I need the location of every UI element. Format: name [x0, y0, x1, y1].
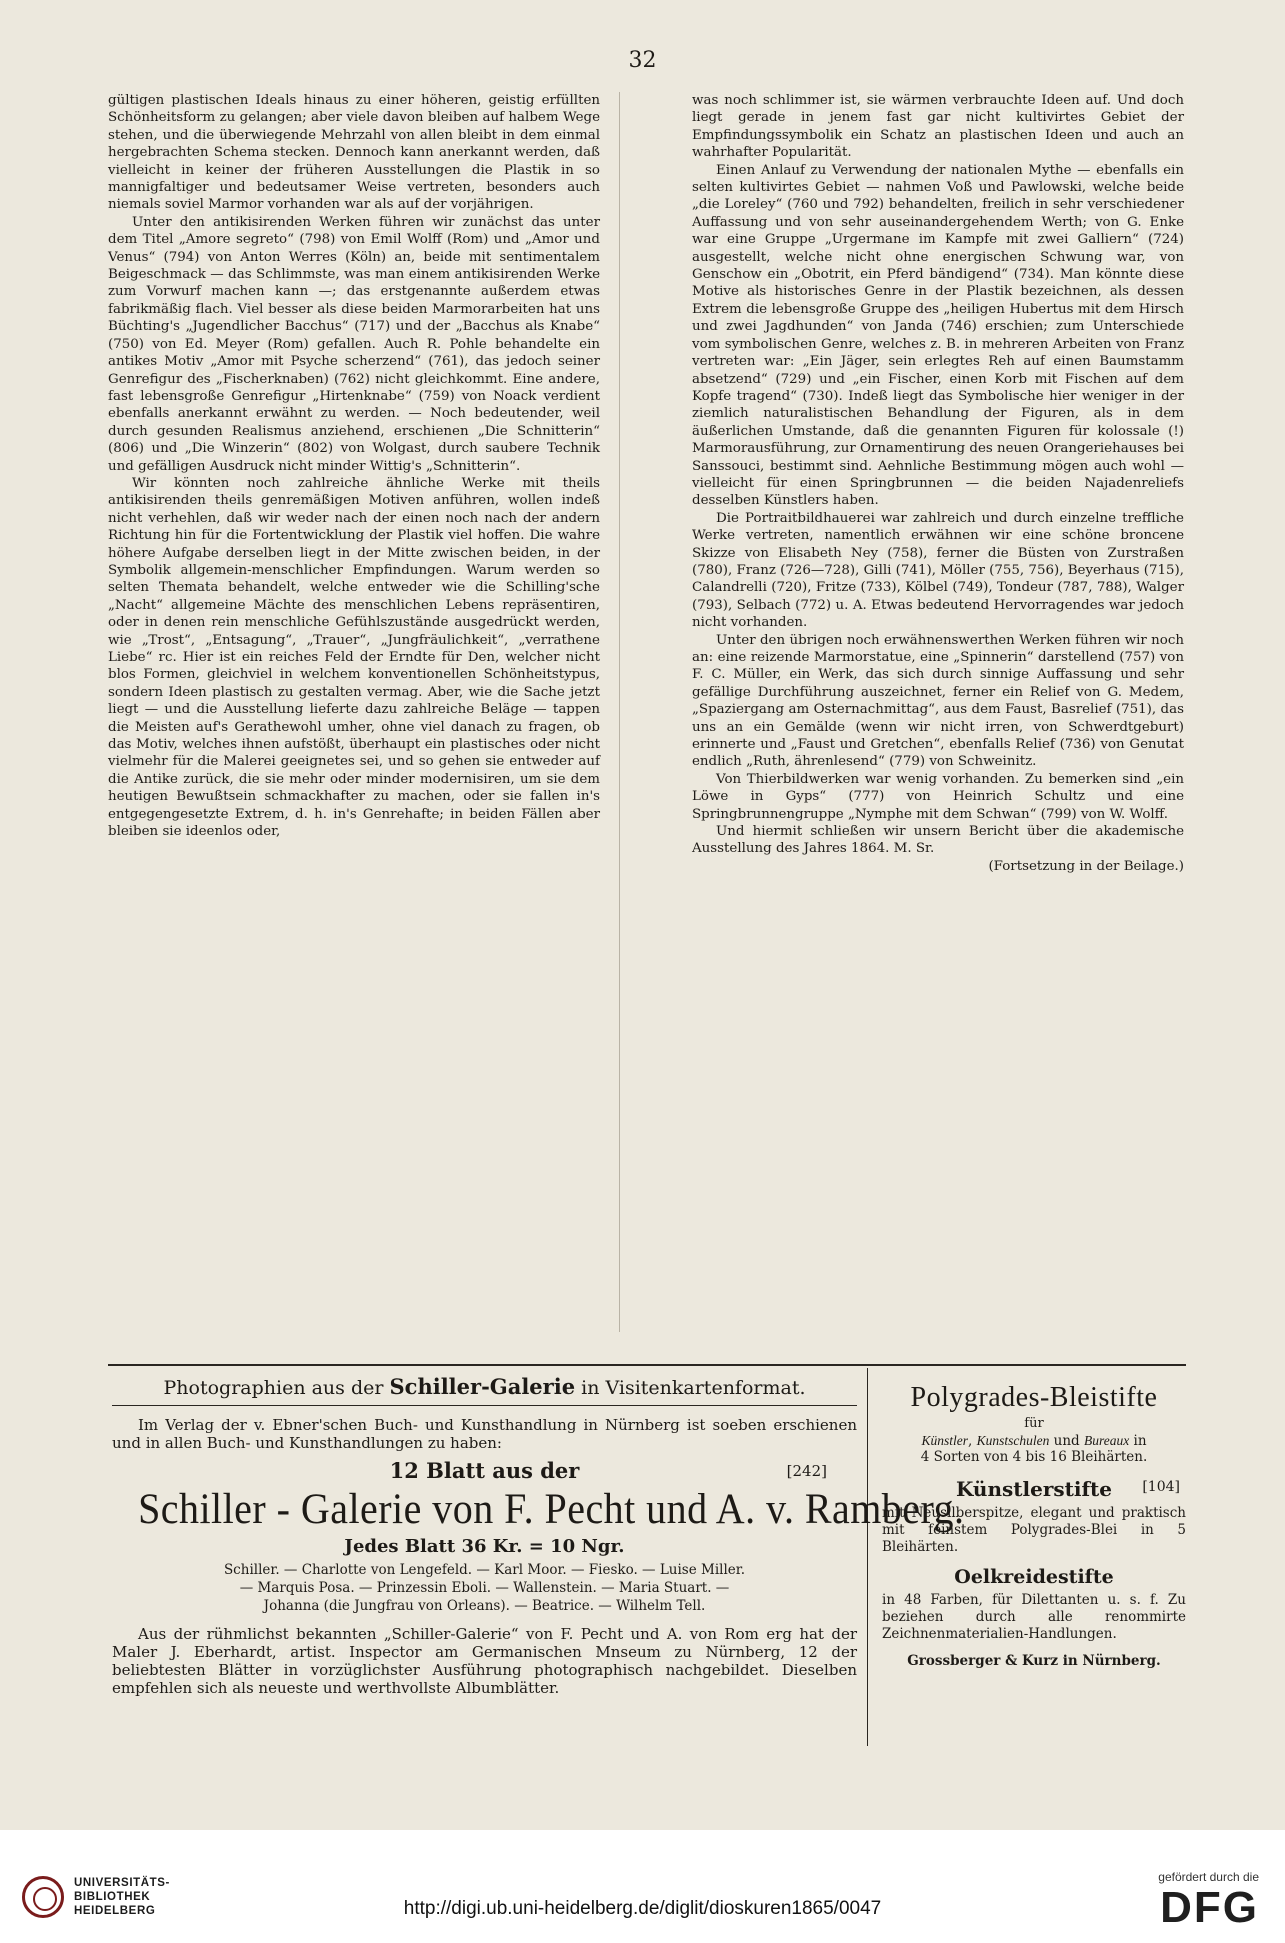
- closing-paragraph: Und hiermit schließen wir unsern Bericht über die akademische Ausstellung des Jahres 1864. M. Sr.: [692, 824, 1184, 857]
- ad-heading-suffix: in Visitenkartenformat.: [581, 1377, 806, 1399]
- ad-reference: [104]: [1142, 1479, 1180, 1495]
- paragraph: Die Portraitbildhauerei war zahlreich und durch einzelne treffliche Werke vertreten, namentlich erwähnen wir eine schöne broncene Skizze von Elisabeth Ney (758), ferner die Büsten von Zurstraßen (780), Franz (726—728), Gilli (741), Möller (755, 756), Beyerhaus (715), Calandrelli (720), Fritze (733), Kölbel (749), Tondeur (787, 788), Walger (793), Selbach (772) u. A. Etwas bedeutend Hervorragendes war jedoch nicht vorhanden.: [692, 510, 1184, 631]
- ad-audience: Künstler, Kunstschulen und Bureaux in: [921, 1433, 1147, 1449]
- ad-kuenstlerstifte: Künstlerstifte: [955, 1477, 1113, 1501]
- right-text-column: [692, 92, 1184, 1354]
- digitization-footer: [0, 1830, 1285, 1943]
- dfg-logo: [1099, 1870, 1259, 1932]
- ad-titles: [112, 1561, 857, 1615]
- ad-kuenstlerstifte-description: mit Neusilberspitze, elegant und praktisch mit feinstem Polygrades-Blei in 5 Bleihärten.: [882, 1505, 1186, 1555]
- ad-heading-bold: Schiller-Galerie: [389, 1374, 576, 1399]
- ad-audience-bureaux: Bureaux: [1083, 1433, 1130, 1448]
- paragraph: Unter den übrigen noch erwähnenswerthen Werken führen wir noch an: eine reizende Marmorstatue, eine „Spinnerin“ darstellend (757) von F. C. Müller, ein Werk, das sich durch sinnige Auffassung und sehr gefällige Durchführung auszeichnet, ferner ein Relief von G. Medem, „Spaziergang am Osternachmittag“, aus dem Faust, Basrelief (751), das uns an ein Gemälde (wenn wir nicht irren, von Schwerdtgeburt) erinnerte und „Faust und Gretchen“, ebenfalls Relief (736) von Genutat endlich „Ruth, ährenlesend“ (779) von Schweinitz.: [692, 632, 1184, 770]
- advertisement-rule: [108, 1364, 1186, 1366]
- left-text-column: [108, 92, 600, 1332]
- source-url[interactable]: http://digi.ub.uni-heidelberg.de/diglit/dioskuren1865/0047: [403, 1898, 882, 1919]
- ad-blatt: 12 Blatt aus der: [389, 1458, 580, 1483]
- ad-audience-in: in: [1133, 1433, 1147, 1449]
- library-name-line: HEIDELBERG: [74, 1905, 156, 1917]
- ad-intro: Im Verlag der v. Ebner'schen Buch- und Kunsthandlung in Nürnberg ist soeben erschienen und in allen Buch- und Kunsthandlungen zu haben:: [112, 1416, 857, 1452]
- column-divider: [619, 92, 620, 1332]
- ad-audience-artists: Künstler: [921, 1433, 968, 1448]
- ad-kuenstlerstifte-line: [882, 1477, 1186, 1501]
- ad-price: Jedes Blatt 36 Kr. = 10 Ngr.: [344, 1536, 625, 1557]
- ad-heading: [112, 1374, 857, 1406]
- ad-oelkreidestifte-description: in 48 Farben, für Dilettanten u. s. f. Zu beziehen durch alle renommirte Zeichnenmaterialien-Handlungen.: [882, 1592, 1186, 1642]
- funded-by-label: gefördert durch die: [1158, 1870, 1259, 1884]
- library-name-line: UNIVERSITÄTS-: [74, 1877, 170, 1889]
- ad-galerie-title: Schiller - Galerie von F. Pecht und A. v. Ramberg.: [138, 1486, 965, 1533]
- ad-description: Aus der rühmlichst bekannten „Schiller-Galerie“ von F. Pecht und A. von Rom erg hat der Maler J. Eberhardt, artist. Inspector am Germanischen Mnseum zu Nürnberg, 12 der beliebtesten Blätter in vorzüglichster Ausführung photographisch nachgebildet. Dieselben empfehlen sich als neueste und werthvollste Albumblätter.: [112, 1625, 857, 1697]
- polygrades-advertisement: [870, 1368, 1186, 1746]
- ad-brand: Polygrades-Bleistifte: [910, 1382, 1158, 1413]
- ad-titles-line: — Marquis Posa. — Prinzessin Eboli. — Wallenstein. — Maria Stuart. —: [239, 1580, 730, 1596]
- ad-sorts: 4 Sorten von 4 bis 16 Bleihärten.: [920, 1449, 1148, 1465]
- paragraph: Unter den antikisirenden Werken führen wir zunächst das unter dem Titel „Amore segreto“ (798) von Emil Wolff (Rom) und „Amor und Venus“ (794) von Anton Werres (Köln) an, beide mit sentimentalem Beigeschmack — das Schlimmste, was man einem antikisirenden Werke zum Vorwurf machen kann —; das erstgenannte außerdem etwas fabrikmäßig flach. Viel besser als diese beiden Marmorarbeiten hat uns Büchting's „Jugendlicher Bacchus“ (717) und der „Bacchus als Knabe“ (750) von Ed. Meyer (Rom) gefallen. Auch R. Pohle behandelte ein antikes Motiv „Amor mit Psyche scherzend“ (761), das jedoch seiner Genrefigur des „Fischerknaben) (762) nicht gleichkommt. Eine andere, fast lebensgroße Genrefigur „Hirtenknabe“ (759) von Noack verdient ebenfalls anerkannt erwähnt zu werden. — Noch bedeutender, weil durch gesunden Realismus anziehend, erschienen „Die Schnitterin“ (806) und „Die Winzerin“ (802) von Wolgast, durch saubere Technik und gefälligen Ausdruck nicht minder Wittig's „Schnitterin“.: [108, 214, 600, 474]
- ad-titles-line: Johanna (die Jungfrau von Orleans). — Beatrice. — Wilhelm Tell.: [263, 1598, 706, 1614]
- paragraph: gültigen plastischen Ideals hinaus zu einer höheren, geistig erfüllten Schönheitsform zu gelangen; aber viele davon bleiben auf halbem Wege stehen, und die überwiegende Mehrzahl von allen bleibt in dem einmal hergebrachten Schema stecken. Dennoch kann anerkannt werden, daß vielleicht in keiner der früheren Ausstellungen die Plastik in so mannigfaltiger und bedeutsamer Weise vertreten, besonders auch niemals soviel Marmor vorhanden war als auf der vorjährigen.: [108, 93, 600, 213]
- ad-company: Grossberger & Kurz in Nürnberg.: [907, 1653, 1161, 1669]
- ad-titles-line: Schiller. — Charlotte von Lengefeld. — Karl Moor. — Fiesko. — Luise Miller.: [223, 1562, 746, 1578]
- ad-heading-prefix: Photographien aus der: [163, 1377, 384, 1399]
- ad-blatt-line: [112, 1458, 857, 1483]
- paragraph: Von Thierbildwerken war wenig vorhanden. Zu bemerken sind „ein Löwe in Gyps“ (777) von Heinrich Schultz und eine Springbrunnengruppe „Nymphe mit dem Schwan“ (799) von W. Wolff.: [692, 771, 1184, 822]
- page-number: 32: [628, 48, 657, 73]
- ad-reference: [242]: [786, 1462, 827, 1480]
- ad-audience-and: und: [1053, 1433, 1080, 1449]
- library-name-line: BIBLIOTHEK: [74, 1891, 151, 1903]
- ad-audience-schools: Kunstschulen: [976, 1433, 1050, 1448]
- dfg-wordmark: DFG: [1160, 1883, 1259, 1932]
- paragraph: Einen Anlauf zu Verwendung der nationalen Mythe — ebenfalls ein selten kultivirtes Gebiet — nahmen Voß und Pawlowski, welche beide „die Loreley“ (760 und 792) behandelten, freilich in sehr verschiedener Auffassung und von sehr auseinandergehendem Werth; von G. Enke war eine Gruppe „Urgermane im Kampfe mit zwei Galliern“ (724) ausgestellt, welche nicht ohne energischen Schwung war, von Genschow ein „Obotrit, ein Pferd bändigend“ (734). Man könnte diese Motive als historisches Genre in der Plastik bezeichnen, als dessen Extrem die lebensgroße Gruppe des „heiligen Hubertus mit dem Hirsch und zwei Jagdhunden“ von Janda (746) erschien; zum Unterschiede vom symbolischen Genre, welches z. B. in mehreren Arbeiten von Franz vertreten war: „Ein Jäger, sein erlegtes Reh auf einen Baumstamm absetzend“ (729) und „ein Fischer, einen Korb mit Fischen auf dem Kopfe tragend“ (730). Indeß liegt das Symbolische hier weniger in der ziemlich naturalistischen Behandlung der Figuren, als in dem äußerlichen Umstande, daß die genannten Figuren für kolossale (!) Marmorausführung, zur Ornamentirung des neuen Orangeriehauses bei Sanssouci, bestimmt sind. Aehnliche Bestimmung mögen auch wohl — vielleicht für einen Springbrunnen — die beiden Najadenreliefs desselben Künstlers haben.: [692, 162, 1185, 509]
- ad-oelkreidestifte: Oelkreidestifte: [954, 1566, 1114, 1588]
- continuation-note: (Fortsetzung in der Beilage.): [988, 858, 1184, 874]
- paragraph: Wir könnten noch zahlreiche ähnliche Werke mit theils antikisirenden theils genremäßigen Motiven anführen, wollen indeß nicht verhehlen, daß wir weder nach der einen noch nach der andern Richtung hin für die Fortentwicklung der Plastik viel hoffen. Die wahre höhere Aufgabe derselben liegt in der Mitte zwischen beiden, in der Symbolik allgemein-menschlicher Empfindungen. Warum werden so selten Themata behandelt, welche entweder wie die Schilling'sche „Nacht“ allgemeine Mächte des menschlichen Lebens repräsentiren, oder in denen rein menschliche Gefühlszustände ausgedrückt werden, wie „Trost“, „Entsagung“, „Trauer“, „Jungfräulichkeit“, „verrathene Liebe“ rc. Hier ist ein reiches Feld der Erndte für Den, welcher nicht blos Formen, gleichviel in welchem konventionellen Schönheitstypus, sondern Ideen plastisch zu gestalten vermag. Aber, wie die Sache jetzt liegt — und die Ausstellung lieferte dazu zahlreiche Beläge — tappen die Meisten auf's Gerathewohl umher, ohne viel danach zu fragen, ob das Motiv, welches ihnen aufstößt, überhaupt ein plastisches oder nicht vielmehr für die Malerei geeignetes sei, und so gehen sie entweder auf die Antike zurück, die sie mehr oder minder modernisiren, um sie dem heutigen Bewußtsein schmackhafter zu machen, oder sie fallen in's entgegengesetzte Extrem, d. h. in's Genrehafte; in beiden Fällen aber bleiben sie ideenlos oder,: [108, 475, 600, 840]
- ad-for: für: [1024, 1416, 1044, 1431]
- paragraph: was noch schlimmer ist, sie wärmen verbrauchte Ideen auf. Und doch liegt gerade in jenem fast gar nicht kultivirtes Gebiet der Empfindungssymbolik ein Schatz an plastischen Ideen und auch an wahrhafter Popularität.: [692, 93, 1184, 161]
